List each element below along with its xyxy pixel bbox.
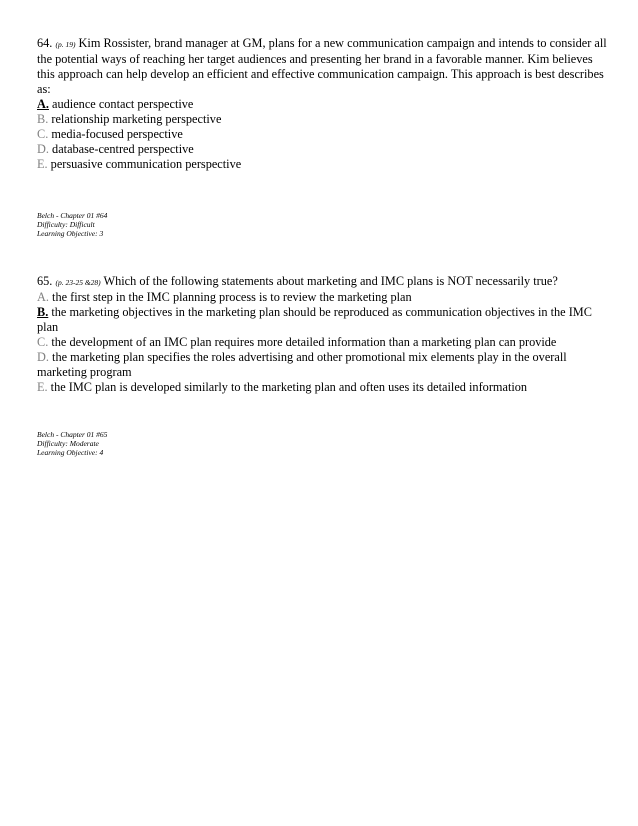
question-metadata bbox=[37, 430, 607, 457]
option-e bbox=[37, 380, 607, 395]
chapter-reference: Belch - Chapter 01 #65 bbox=[37, 430, 108, 439]
option-text: database-centred perspective bbox=[52, 142, 194, 156]
question-65 bbox=[37, 274, 607, 457]
learning-objective-label: Learning Objective: 4 bbox=[37, 448, 104, 457]
option-a bbox=[37, 97, 607, 112]
option-text: the IMC plan is developed similarly to the marketing plan and often uses its detailed information bbox=[50, 380, 528, 394]
option-e bbox=[37, 157, 607, 172]
option-letter-correct: A. bbox=[37, 97, 49, 111]
option-letter-correct: B. bbox=[37, 305, 49, 319]
question-text: Kim Rossister, brand manager at GM, plans for a new communication campaign and intends to consider all the potential ways of reaching her target audiences and presenting her brand in a favorable manner. Kim believes this approach can help develop an efficient and effective communication campaign. This approach is best describes as: bbox=[37, 36, 607, 96]
option-text: the development of an IMC plan requires more detailed information than a marketing plan can provide bbox=[51, 335, 557, 349]
difficulty-label: Difficulty: Moderate bbox=[37, 439, 99, 448]
option-letter: E. bbox=[37, 157, 48, 171]
option-text: the first step in the IMC planning process is to review the marketing plan bbox=[52, 290, 412, 304]
option-b bbox=[37, 305, 607, 335]
option-letter: C. bbox=[37, 127, 49, 141]
option-text: audience contact perspective bbox=[52, 97, 194, 111]
option-text: persuasive communication perspective bbox=[50, 157, 242, 171]
difficulty-label: Difficulty: Difficult bbox=[37, 220, 95, 229]
option-d bbox=[37, 350, 607, 380]
page-reference: (p. 23-25 &28) bbox=[55, 278, 101, 287]
question-stem bbox=[37, 36, 607, 97]
option-letter: D. bbox=[37, 350, 49, 364]
question-number: 65. bbox=[37, 274, 53, 288]
document-page bbox=[37, 36, 607, 457]
option-text: media-focused perspective bbox=[51, 127, 183, 141]
question-metadata bbox=[37, 211, 607, 238]
option-c bbox=[37, 127, 607, 142]
option-letter: A. bbox=[37, 290, 49, 304]
chapter-reference: Belch - Chapter 01 #64 bbox=[37, 211, 108, 220]
option-a bbox=[37, 290, 607, 305]
option-letter: B. bbox=[37, 112, 49, 126]
question-64 bbox=[37, 36, 607, 238]
option-letter: C. bbox=[37, 335, 49, 349]
option-c bbox=[37, 335, 607, 350]
learning-objective-label: Learning Objective: 3 bbox=[37, 229, 104, 238]
option-letter: E. bbox=[37, 380, 48, 394]
option-text: the marketing plan specifies the roles advertising and other promotional mix elements play in the overall marketing program bbox=[37, 350, 567, 379]
question-number: 64. bbox=[37, 36, 53, 50]
page-reference: (p. 19) bbox=[55, 40, 76, 49]
option-text: relationship marketing perspective bbox=[51, 112, 222, 126]
option-text: the marketing objectives in the marketing plan should be reproduced as communication objectives in the IMC plan bbox=[37, 305, 592, 334]
option-d bbox=[37, 142, 607, 157]
option-letter: D. bbox=[37, 142, 49, 156]
option-b bbox=[37, 112, 607, 127]
question-stem bbox=[37, 274, 607, 290]
question-text: Which of the following statements about marketing and IMC plans is NOT necessarily true? bbox=[103, 274, 558, 288]
